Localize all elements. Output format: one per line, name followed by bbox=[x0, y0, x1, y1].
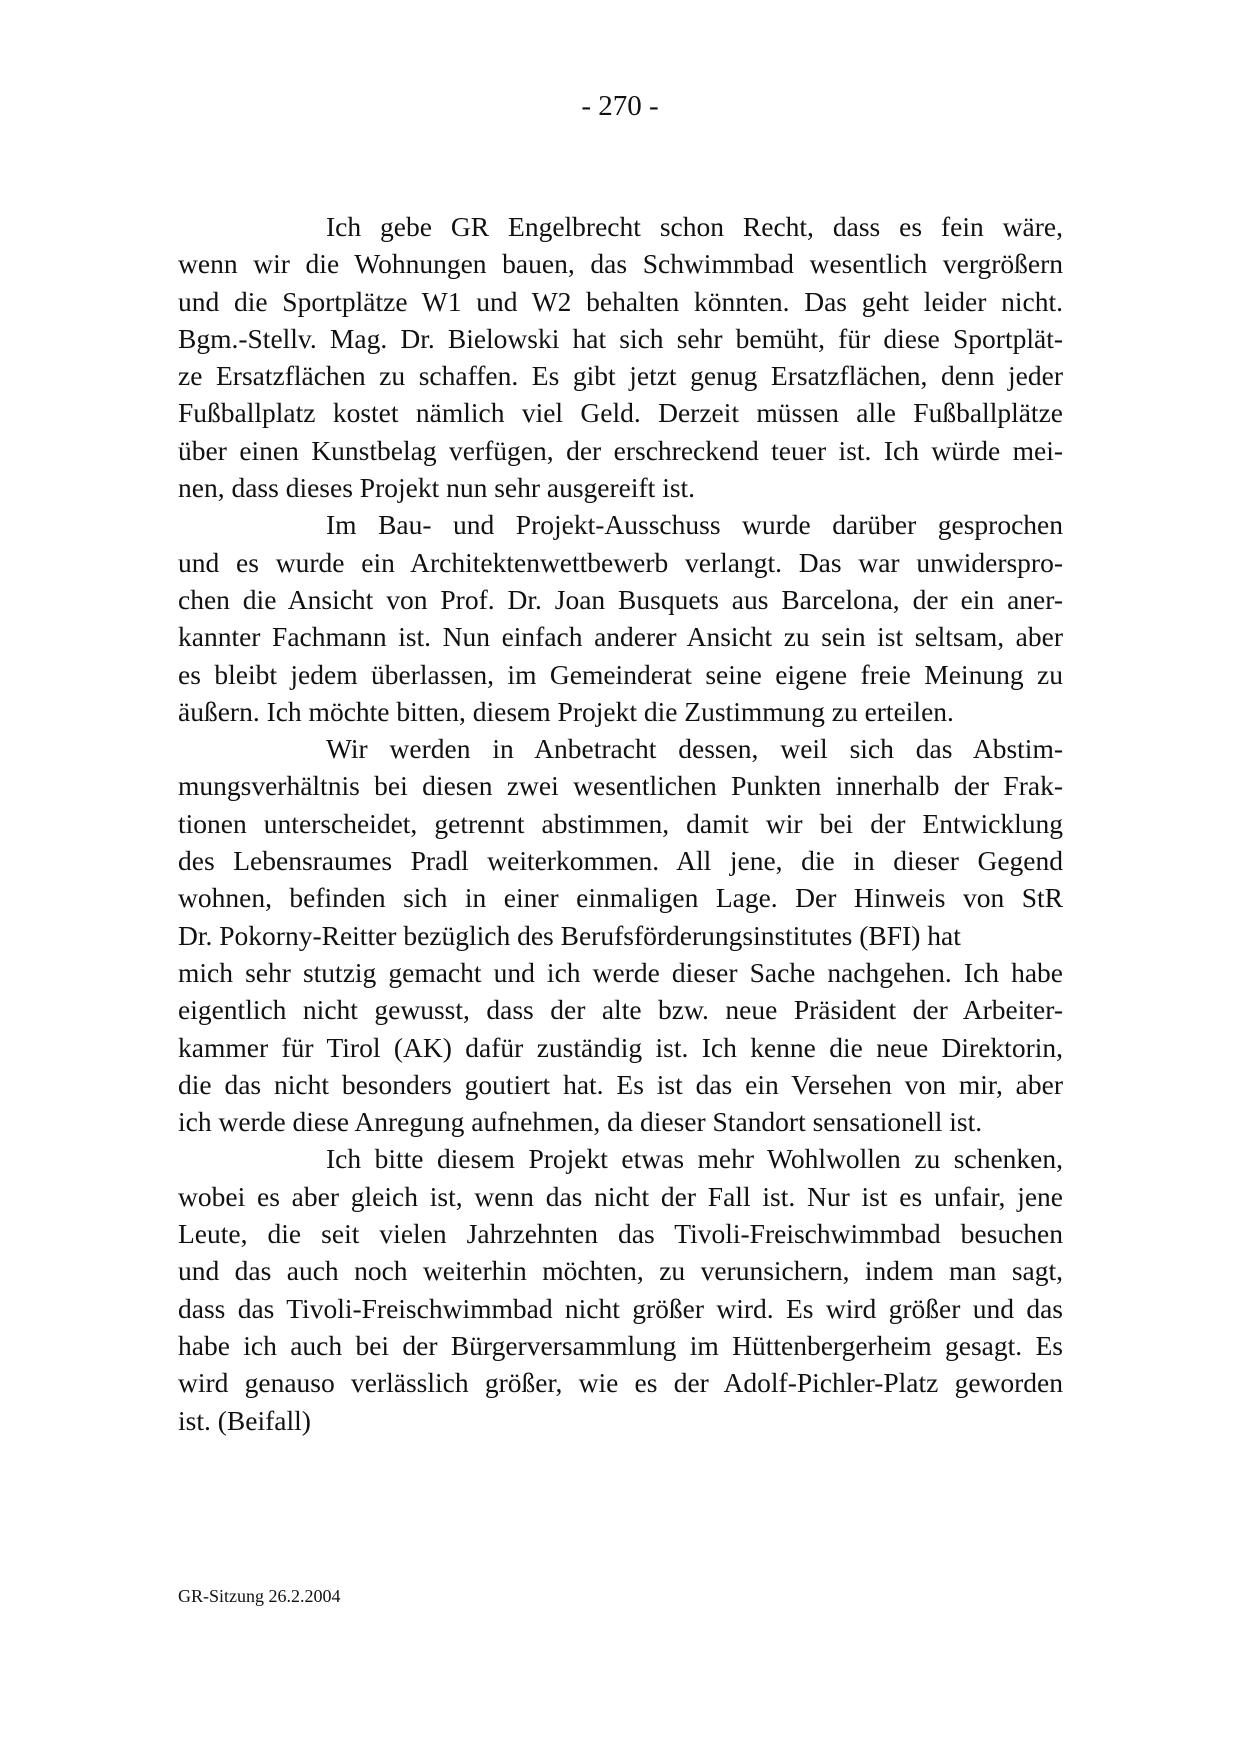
text-line: und es wurde ein Architektenwettbewerb verlangt. Das war unwiderspro- bbox=[178, 546, 1063, 578]
text-line: und das auch noch weiterhin möchten, zu verunsichern, indem man sagt, bbox=[178, 1255, 1063, 1287]
text-line: Leute, die seit vielen Jahrzehnten das Tivoli-Freischwimmbad besuchen bbox=[178, 1218, 1063, 1250]
page-number: - 270 - bbox=[581, 90, 659, 122]
text-line: über einen Kunstbelag verfügen, der erschreckend teuer ist. Ich würde mei- bbox=[178, 434, 1063, 466]
text-line: ich werde diese Anregung aufnehmen, da dieser Standort sensationell ist. bbox=[178, 1106, 983, 1138]
text-line: kammer für Tirol (AK) dafür zuständig ist. Ich kenne die neue Direktorin, bbox=[178, 1031, 1063, 1063]
text-line: Dr. Pokorny-Reitter bezüglich des Berufsförderungsinstitutes (BFI) hat bbox=[178, 919, 961, 951]
text-line: äußern. Ich möchte bitten, diesem Projekt die Zustimmung zu erteilen. bbox=[178, 695, 954, 727]
text-line: wird genauso verlässlich größer, wie es der Adolf-Pichler-Platz geworden bbox=[178, 1367, 1063, 1399]
text-line: des Lebensraumes Pradl weiterkommen. All jene, die in dieser Gegend bbox=[178, 845, 1063, 877]
text-line: es bleibt jedem überlassen, im Gemeinderat seine eigene freie Meinung zu bbox=[178, 658, 1063, 690]
text-line: nen, dass dieses Projekt nun sehr ausgereift ist. bbox=[178, 472, 696, 504]
text-line: eigentlich nicht gewusst, dass der alte bzw. neue Präsident der Arbeiter- bbox=[178, 994, 1063, 1026]
text-line: habe ich auch bei der Bürgerversammlung im Hüttenbergerheim gesagt. Es bbox=[178, 1329, 1063, 1361]
text-line: Wir werden in Anbetracht dessen, weil sich das Abstim- bbox=[326, 733, 1063, 765]
paragraph-2 bbox=[178, 506, 1063, 730]
paragraph-4 bbox=[178, 1140, 1063, 1438]
text-line: chen die Ansicht von Prof. Dr. Joan Busquets aus Barcelona, der ein aner- bbox=[178, 583, 1063, 615]
text-line: wohnen, befinden sich in einer einmaligen Lage. Der Hinweis von StR bbox=[178, 882, 1063, 914]
text-line: tionen unterscheidet, getrennt abstimmen, damit wir bei der Entwicklung bbox=[178, 807, 1063, 839]
text-line: Im Bau- und Projekt-Ausschuss wurde darüber gesprochen bbox=[326, 509, 1063, 541]
text-line: mungsverhältnis bei diesen zwei wesentlichen Punkten innerhalb der Frak- bbox=[178, 770, 1063, 802]
body-text bbox=[178, 208, 1063, 1439]
text-line: die das nicht besonders goutiert hat. Es ist das ein Versehen von mir, aber bbox=[178, 1068, 1063, 1100]
text-line: Ich bitte diesem Projekt etwas mehr Wohlwollen zu schenken, bbox=[326, 1143, 1063, 1175]
text-line: mich sehr stutzig gemacht und ich werde dieser Sache nachgehen. Ich habe bbox=[178, 956, 1063, 988]
text-line: und die Sportplätze W1 und W2 behalten könnten. Das geht leider nicht. bbox=[178, 285, 1063, 317]
text-line: Fußballplatz kostet nämlich viel Geld. Derzeit müssen alle Fußballplätze bbox=[178, 397, 1063, 429]
text-line: Bgm.-Stellv. Mag. Dr. Bielowski hat sich sehr bemüht, für diese Sportplät- bbox=[178, 322, 1063, 354]
text-line: dass das Tivoli-Freischwimmbad nicht größer wird. Es wird größer und das bbox=[178, 1292, 1063, 1324]
paragraph-1 bbox=[178, 208, 1063, 506]
text-line: ze Ersatzflächen zu schaffen. Es gibt jetzt genug Ersatzflächen, denn jeder bbox=[178, 360, 1063, 392]
text-line: ist. (Beifall) bbox=[178, 1404, 311, 1436]
text-line: wobei es aber gleich ist, wenn das nicht der Fall ist. Nur ist es unfair, jene bbox=[178, 1180, 1063, 1212]
text-line: wenn wir die Wohnungen bauen, das Schwimmbad wesentlich vergrößern bbox=[178, 248, 1063, 280]
text-line: kannter Fachmann ist. Nun einfach anderer Ansicht zu sein ist seltsam, aber bbox=[178, 621, 1063, 653]
text-line: Ich gebe GR Engelbrecht schon Recht, dass es fein wäre, bbox=[326, 211, 1063, 242]
paragraph-3 bbox=[178, 730, 1063, 1140]
page-footer: GR-Sitzung 26.2.2004 bbox=[178, 1586, 341, 1606]
